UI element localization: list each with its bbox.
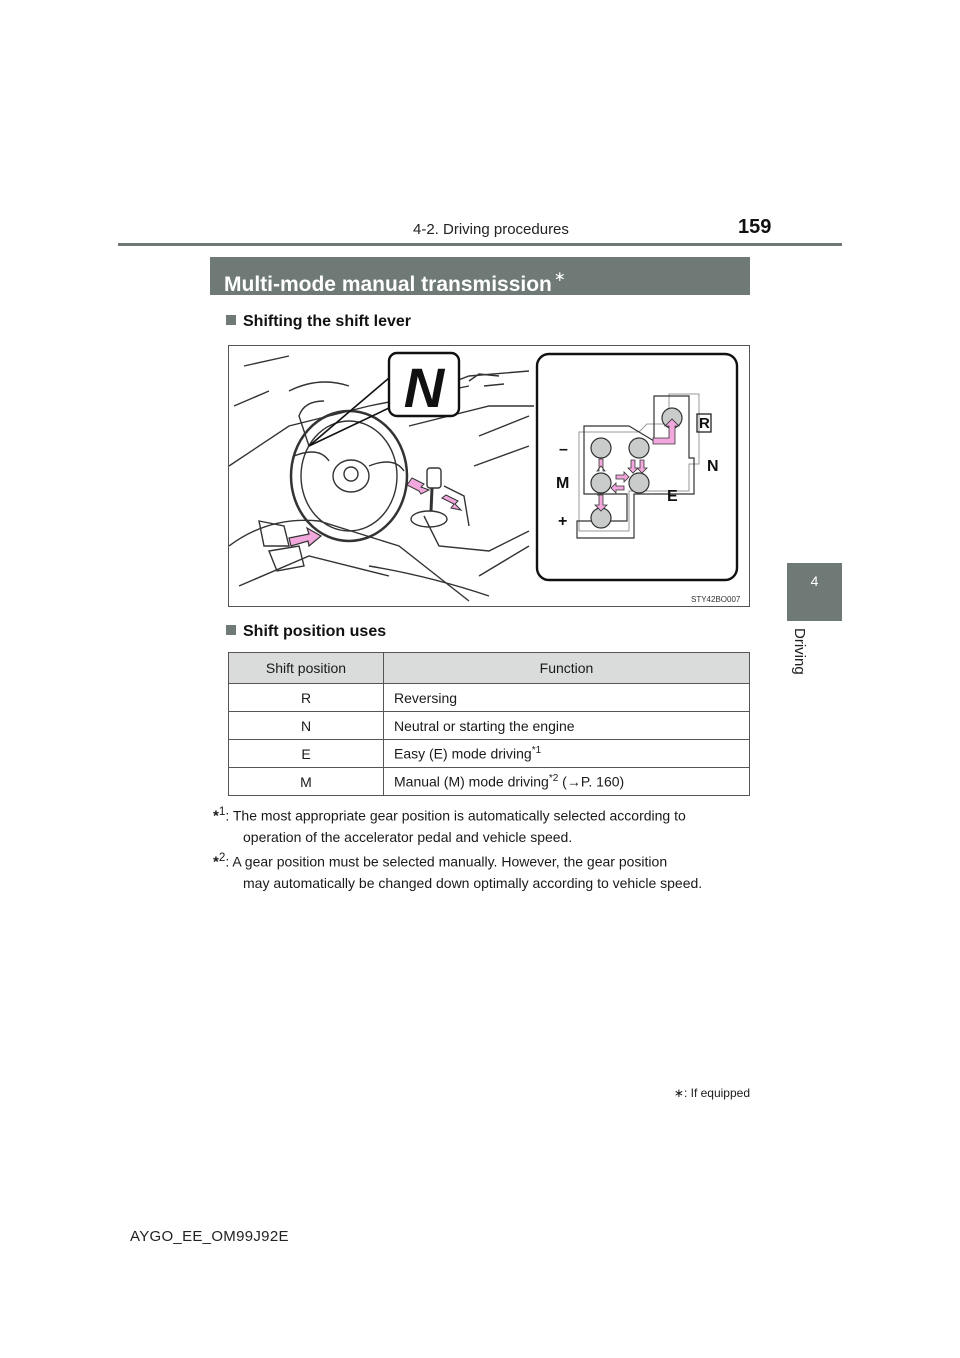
cell-shift-position: E	[229, 740, 384, 768]
table-row	[229, 712, 750, 740]
footnote-2	[213, 848, 749, 893]
column-header-function: Function	[384, 653, 750, 684]
chapter-tab	[787, 563, 842, 621]
header-rule	[118, 243, 842, 246]
bullet-square-icon	[226, 625, 236, 635]
footnote-number: 1	[218, 805, 226, 818]
cell-shift-position: N	[229, 712, 384, 740]
function-text: Manual (M) mode driving	[394, 773, 549, 790]
equipped-note: ∗: If equipped	[673, 1086, 750, 1100]
gate-label-m: M	[556, 475, 570, 492]
display-gear-letter: N	[403, 356, 445, 419]
gate-label-minus: –	[559, 441, 568, 458]
subheading-uses-text: Shift position uses	[243, 623, 387, 640]
chapter-tab-label	[790, 628, 840, 688]
section-title-text: Multi-mode manual transmission	[224, 273, 552, 296]
footnote-line: operation of the accelerator pedal and vehicle speed.	[243, 828, 573, 845]
figure-code: STY42BO007	[691, 595, 741, 604]
cell-shift-position: R	[229, 684, 384, 712]
table-header-row	[229, 653, 750, 684]
gate-label-n: N	[707, 458, 719, 475]
footnote-line: : A gear position must be selected manually. However, the gear position	[225, 853, 668, 870]
function-text: Easy (E) mode driving	[394, 745, 532, 762]
subheading-uses	[226, 623, 386, 641]
page-number: 159	[738, 216, 772, 238]
footnote-line: may automatically be changed down optimally according to vehicle speed.	[243, 874, 703, 891]
cell-function	[384, 740, 750, 768]
subheading-shifting	[226, 313, 411, 331]
shift-lever-illustration	[228, 345, 750, 607]
gate-label-e: E	[667, 488, 678, 505]
table-row	[229, 684, 750, 712]
footnote-number: 2	[218, 851, 226, 864]
cell-function	[384, 712, 750, 740]
footnote-1	[213, 802, 749, 847]
gate-label-plus: +	[558, 513, 568, 530]
function-text: Neutral or starting the engine	[394, 717, 575, 734]
table-row	[229, 740, 750, 768]
footnote-mark: *	[213, 853, 219, 871]
shift-lever-svg	[229, 346, 750, 607]
subheading-shifting-text: Shifting the shift lever	[243, 313, 412, 330]
cell-function	[384, 768, 750, 796]
cell-function	[384, 684, 750, 712]
document-id: AYGO_EE_OM99J92E	[130, 1228, 289, 1245]
gate-label-r: R	[699, 415, 710, 432]
footnote-line: : The most appropriate gear position is automatically selected according to	[225, 807, 686, 824]
section-title	[210, 257, 750, 295]
footnote-mark: *	[213, 807, 219, 825]
equipped-asterisk: ∗	[553, 268, 566, 284]
footnote-ref: *2	[548, 773, 559, 785]
footnote-ref: *1	[531, 745, 542, 757]
column-header-shift-position: Shift position	[229, 653, 384, 684]
chapter-tab-number: 4	[810, 573, 819, 589]
running-header-section: 4-2. Driving procedures	[413, 221, 569, 238]
table-row	[229, 768, 750, 796]
cell-shift-position: M	[229, 768, 384, 796]
chapter-tab-label-text: Driving	[791, 628, 808, 675]
function-text: Reversing	[394, 689, 458, 706]
page-reference: (→P. 160)	[558, 773, 625, 790]
bullet-square-icon	[226, 315, 236, 325]
shift-position-table	[228, 652, 750, 796]
